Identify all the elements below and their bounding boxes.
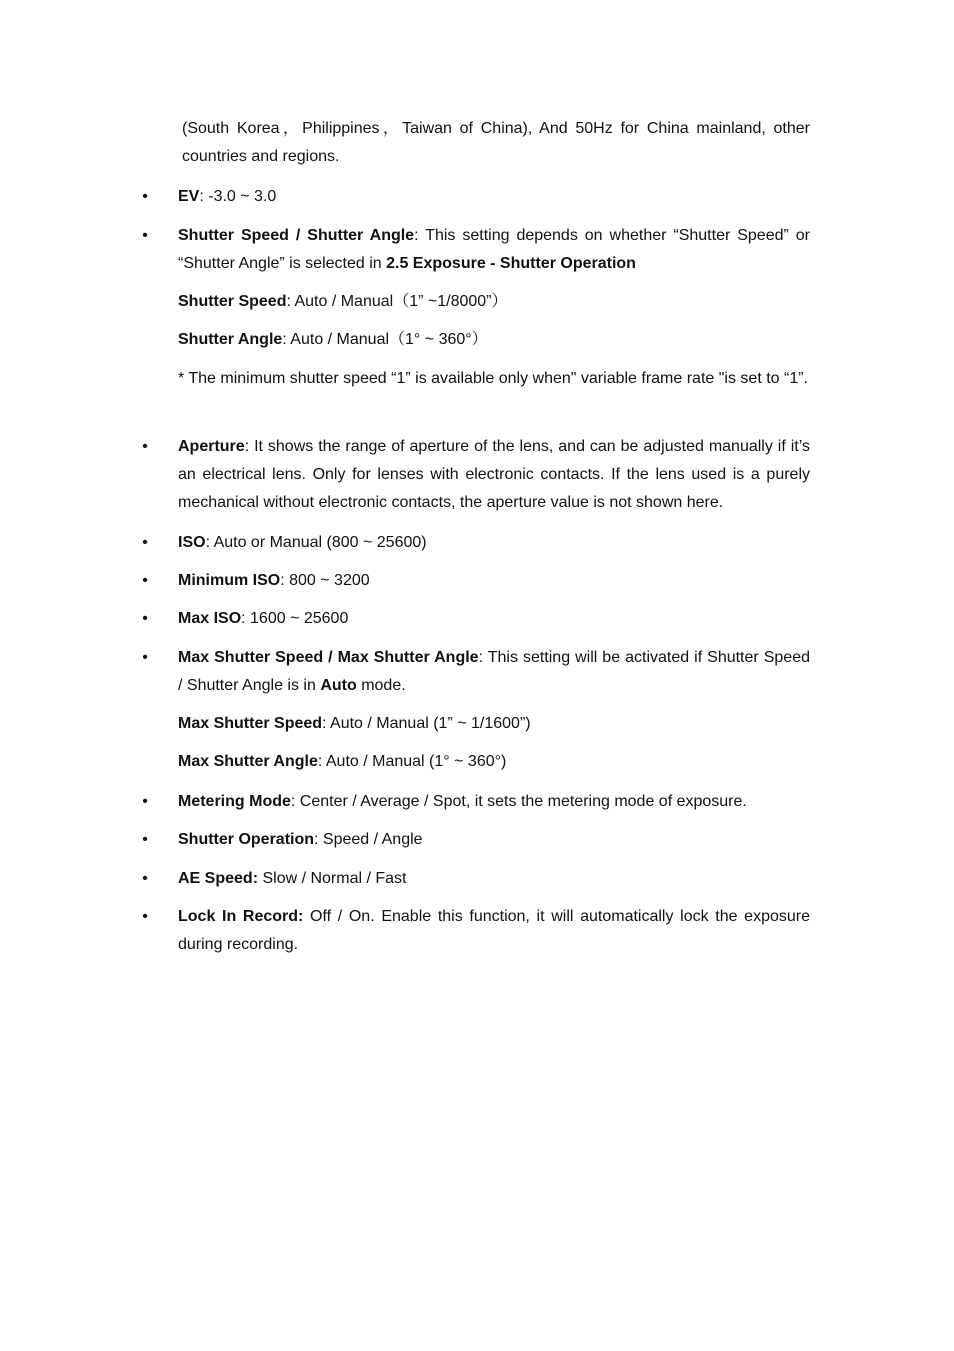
max-shutter-text-end: mode. xyxy=(356,677,406,694)
shutter-op-label: Shutter Operation xyxy=(178,831,315,848)
max-shutter-angle-line xyxy=(178,748,810,776)
metering-text: : Center / Average / Spot, it sets the metering mode of exposure. xyxy=(290,793,747,810)
ev-text: : -3.0 ~ 3.0 xyxy=(199,188,277,205)
ae-speed-label: AE Speed: xyxy=(178,870,259,887)
bullet-max-shutter: • xyxy=(142,649,148,666)
bullet-iso: • xyxy=(142,534,148,551)
intro-paragraph xyxy=(182,115,810,171)
item-max-iso xyxy=(178,605,810,633)
bullet-lock: • xyxy=(142,908,148,925)
max-shutter-speed-line xyxy=(178,710,810,738)
item-min-iso xyxy=(178,567,810,595)
max-iso-label: Max ISO xyxy=(178,610,242,627)
metering-label: Metering Mode xyxy=(178,793,291,810)
ae-speed-text: Slow / Normal / Fast xyxy=(258,870,407,887)
max-shutter-auto: Auto xyxy=(320,677,357,694)
item-ev xyxy=(178,183,810,211)
max-shutter-speed-label: Max Shutter Speed xyxy=(178,715,323,732)
shutter-ref: 2.5 Exposure - Shutter Operation xyxy=(386,255,636,272)
max-shutter-angle-label: Max Shutter Angle xyxy=(178,753,318,770)
lock-label: Lock In Record: xyxy=(178,908,304,925)
intro-line-2: countries and regions. xyxy=(182,148,340,165)
max-iso-text: : 1600 ~ 25600 xyxy=(241,610,349,627)
shutter-speed-line xyxy=(178,288,810,316)
bullet-min-iso: • xyxy=(142,572,148,589)
item-shutter xyxy=(178,222,810,278)
item-max-shutter xyxy=(178,644,810,700)
shutter-op-text: : Speed / Angle xyxy=(314,831,423,848)
item-iso xyxy=(178,529,810,557)
max-shutter-speed-text: : Auto / Manual (1” ~ 1/1600”) xyxy=(322,715,531,732)
shutter-angle-label: Shutter Angle xyxy=(178,331,283,348)
bullet-ae-speed: • xyxy=(142,870,148,887)
max-shutter-angle-text: : Auto / Manual (1° ~ 360°) xyxy=(317,753,507,770)
min-iso-label: Minimum ISO xyxy=(178,572,281,589)
shutter-text: : This setting depends on whether “Shutter Speed” or “Shutter Angle” is selected in xyxy=(178,227,811,272)
iso-text: : Auto or Manual (800 ~ 25600) xyxy=(205,534,427,551)
lock-text: Off / On. Enable this function, it will automatically lock the exposure during recording. xyxy=(178,908,811,953)
bullet-aperture: • xyxy=(142,438,148,455)
max-shutter-text: : This setting will be activated if Shutter Speed / Shutter Angle is in xyxy=(178,649,810,694)
shutter-note: * The minimum shutter speed “1” is available only when" variable frame rate "is set to “1”. xyxy=(178,370,808,387)
item-metering xyxy=(178,788,810,816)
min-iso-text: : 800 ~ 3200 xyxy=(280,572,370,589)
bullet-shutter: • xyxy=(142,227,148,244)
item-shutter-op xyxy=(178,826,810,854)
intro-line-1: (South Korea，Philippines，Taiwan of China), And 50Hz for China mainland, other xyxy=(182,120,810,137)
bullet-max-iso: • xyxy=(142,610,148,627)
item-aperture xyxy=(178,433,810,517)
bullet-metering: • xyxy=(142,793,148,810)
max-shutter-label: Max Shutter Speed / Max Shutter Angle xyxy=(178,649,479,666)
aperture-text: : It shows the range of aperture of the lens, and can be adjusted manually if it’s an electrical lens. Only for lenses with electronic contacts. If the lens used is a purely mechanical without electronic contacts, the aperture value is not shown here. xyxy=(178,438,810,511)
bullet-ev: • xyxy=(142,188,148,205)
ev-label: EV xyxy=(178,188,200,205)
iso-label: ISO xyxy=(178,534,206,551)
shutter-speed-label: Shutter Speed xyxy=(178,293,287,310)
shutter-speed-text: : Auto / Manual（1” ~1/8000”） xyxy=(286,293,508,310)
item-lock xyxy=(178,903,810,959)
aperture-label: Aperture xyxy=(178,438,245,455)
item-ae-speed xyxy=(178,865,810,893)
shutter-label: Shutter Speed / Shutter Angle xyxy=(178,227,415,244)
shutter-angle-line xyxy=(178,326,810,354)
bullet-shutter-op: • xyxy=(142,831,148,848)
shutter-angle-text: : Auto / Manual（1° ~ 360°） xyxy=(282,331,488,348)
